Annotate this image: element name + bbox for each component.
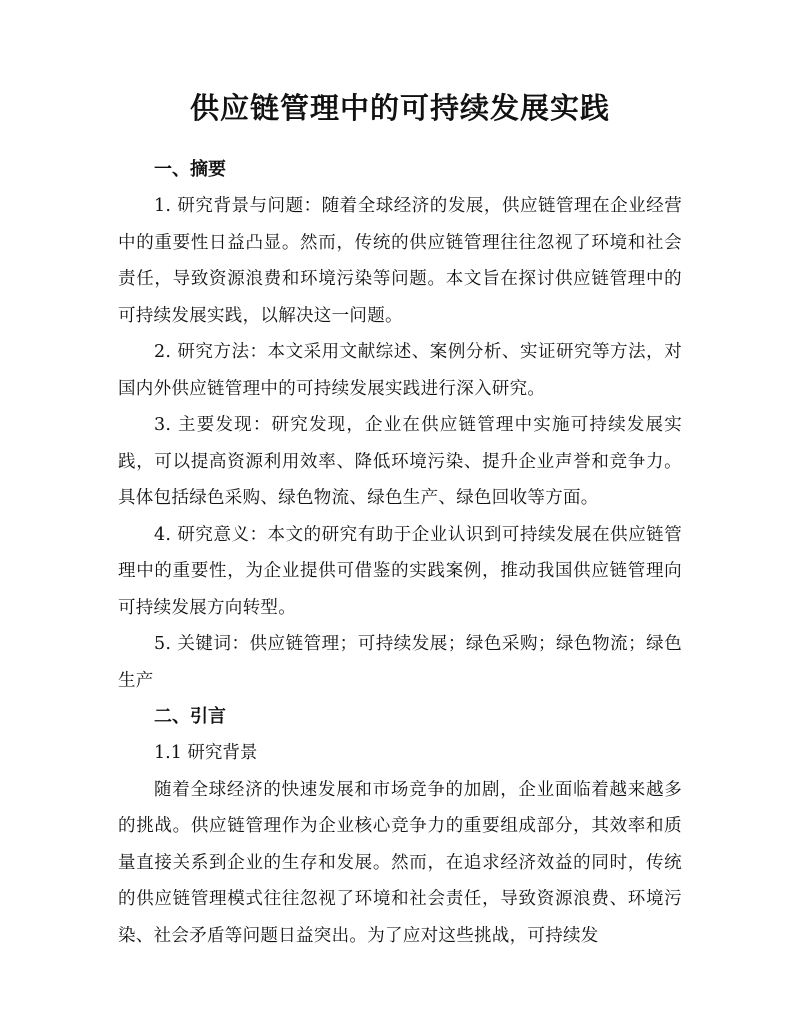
abstract-item-3: 3. 主要发现：研究发现，企业在供应链管理中实施可持续发展实践，可以提高资源利用效率、降低环境污染、提升企业声誉和竞争力。具体包括绿色采购、绿色物流、绿色生产、绿色回收等方面。 xyxy=(118,415,682,508)
abstract-item-2: 2. 研究方法：本文采用文献综述、案例分析、实证研究等方法，对国内外供应链管理中的可持续发展实践进行深入研究。 xyxy=(118,342,682,399)
research-background-subheading: 1.1 研究背景 xyxy=(154,743,258,763)
introduction-heading: 二、引言 xyxy=(154,706,226,727)
abstract-item-4: 4. 研究意义：本文的研究有助于企业认识到可持续发展在供应链管理中的重要性，为企业提供可借鉴的实践案例，推动我国供应链管理向可持续发展方向转型。 xyxy=(118,524,682,618)
document-title: 供应链管理中的可持续发展实践 xyxy=(189,91,610,125)
introduction-paragraph: 随着全球经济的快速发展和市场竞争的加剧，企业面临着越来越多的挑战。供应链管理作为企业核心竞争力的重要组成部分，其效率和质量直接关系到企业的生存和发展。然而，在追求经济效益的同时，传统的供应链管理模式往往忽视了环境和社会责任，导致资源浪费、环境污染、社会矛盾等问题日益突出。为了应对这些挑战，可持续发 xyxy=(118,779,682,946)
abstract-heading: 一、摘要 xyxy=(154,159,226,180)
abstract-item-5-keywords: 5. 关键词：供应链管理；可持续发展；绿色采购；绿色物流；绿色生产 xyxy=(118,634,682,691)
abstract-item-1: 1. 研究背景与问题：随着全球经济的发展，供应链管理在企业经营中的重要性日益凸显。然而，传统的供应链管理往往忽视了环境和社会责任，导致资源浪费和环境污染等问题。本文旨在探讨供应链管理中的可持续发展实践，以解决这一问题。 xyxy=(118,196,682,326)
